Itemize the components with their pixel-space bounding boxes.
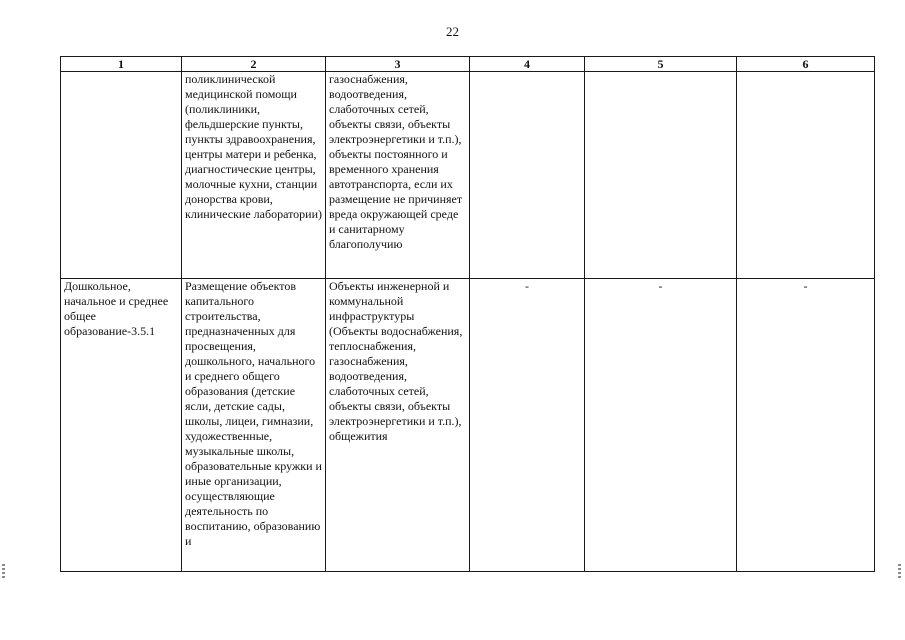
table-cell — [326, 279, 470, 572]
table-cell — [585, 279, 737, 572]
table-cell — [326, 72, 470, 279]
cell-text: поликлинической медицинской помощи (поликлиники, фельдшерские пункты, пункты здравоохранения, центры матери и ребенка, диагностические центры, молочные кухни, станции донорства крови, клинические лаборатории) — [185, 72, 323, 221]
page-number: 22 — [446, 24, 459, 39]
table-cell — [182, 72, 326, 279]
table-cell — [737, 72, 875, 279]
column-header: 2 — [182, 57, 326, 72]
table-row — [61, 279, 875, 572]
column-header: 6 — [737, 57, 875, 72]
cell-dash: - — [803, 279, 808, 293]
cell-dash: - — [525, 279, 529, 293]
cell-text: Объекты инженерной и коммунальной инфраструктуры (Объекты водоснабжения, теплоснабжения, газоснабжения, водоотведения, слаботочных сетей, объекты связи, объекты электроэнергетики и т.п.), общежития — [329, 279, 463, 443]
column-header: 5 — [585, 57, 737, 72]
column-header: 3 — [326, 57, 470, 72]
cell-text: Размещение объектов капитального строительства, предназначенных для просвещения, дошкольного, начального и среднего общего образования (детские ясли, детские сады, школы, лицеи, гимназии, художественные, музыкальные школы, образовательные кружки и иные организации, осуществляющие деятельность по воспитанию, образованию и — [185, 279, 322, 548]
table-cell — [61, 279, 182, 572]
column-header: 1 — [61, 57, 182, 72]
zoning-table — [60, 56, 875, 572]
table-cell — [61, 72, 182, 279]
table-row — [61, 72, 875, 279]
table-cell — [470, 279, 585, 572]
scan-edge-mark — [2, 564, 5, 580]
cell-text: газоснабжения, водоотведения, слаботочных сетей, объекты связи, объекты электроэнергетики и т.п.), объекты постоянного и временного хранения автотранспорта, если их размещение не причиняет вреда окружающей среде и санитарному благополучию — [329, 72, 463, 251]
cell-dash: - — [658, 279, 663, 293]
cell-text: Дошкольное, начальное и среднее общее образование-3.5.1 — [64, 279, 169, 338]
table-cell — [470, 72, 585, 279]
table-header-row — [61, 57, 875, 72]
table-cell — [585, 72, 737, 279]
table-cell — [182, 279, 326, 572]
scan-edge-mark — [898, 564, 901, 580]
column-header: 4 — [470, 57, 585, 72]
table-cell — [737, 279, 875, 572]
